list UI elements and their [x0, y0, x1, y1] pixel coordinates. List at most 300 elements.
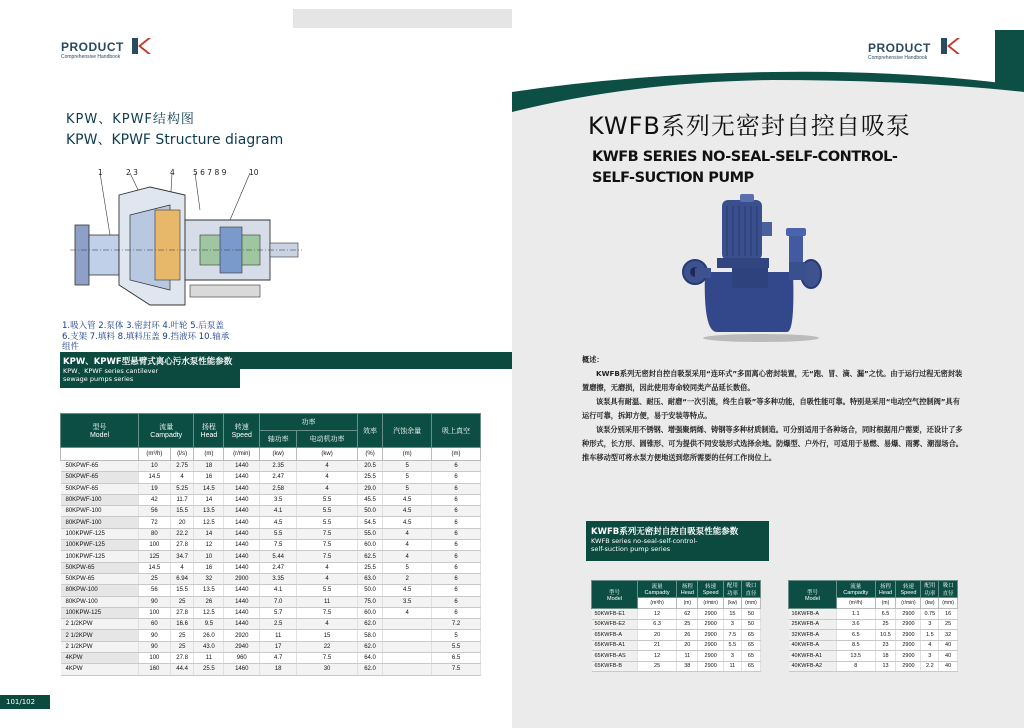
value-cell: 5.5 — [297, 517, 358, 528]
kpw-section-band — [60, 352, 240, 388]
value-cell: 50 — [741, 609, 760, 620]
model-cell: 65KWFB-A — [592, 630, 638, 641]
value-cell: 11 — [677, 651, 698, 662]
value-cell: 4 — [170, 472, 194, 483]
value-cell: 4 — [297, 461, 358, 472]
model-cell: 80KPW-100 — [61, 596, 139, 607]
overview-paragraph-1: KWFB系列无密封自控自吸泵采用“连环式”多面离心密封装置，无“跑、冒、滴、漏”之忧。由于运行过程无密封装置磨擦，无磨损，因此使用寿命较同类产品延长数倍。 — [582, 369, 963, 392]
value-cell: 14 — [194, 528, 224, 539]
value-cell: 3.6 — [837, 619, 876, 630]
value-cell: 7.5 — [297, 607, 358, 618]
table-row — [61, 528, 481, 539]
kwfb-band-title-en1: KWFB series no-seal-self-control- — [591, 537, 698, 545]
value-cell: 25.5 — [194, 664, 224, 675]
value-cell: 7.5 — [260, 540, 297, 551]
value-cell: 22 — [297, 641, 358, 652]
value-cell: 5 — [432, 630, 481, 641]
table-row — [61, 506, 481, 517]
value-cell: 4 — [297, 562, 358, 573]
value-cell: 32 — [194, 573, 224, 584]
units-row — [61, 448, 481, 461]
right-page — [512, 0, 1024, 728]
value-cell: 26.0 — [194, 630, 224, 641]
a-unit-head: (m) — [677, 598, 698, 609]
value-cell: 5.5 — [432, 641, 481, 652]
value-cell: 1.1 — [837, 609, 876, 620]
value-cell: 27.8 — [170, 540, 194, 551]
value-cell: 13.5 — [194, 585, 224, 596]
table-row — [61, 483, 481, 494]
model-cell: 50KPW-65 — [61, 573, 139, 584]
value-cell: 6.94 — [170, 573, 194, 584]
a-col-power-1: 配用 — [726, 583, 738, 589]
value-cell: 50.0 — [357, 585, 382, 596]
value-cell: 19 — [139, 483, 171, 494]
model-cell: 80KPWF-100 — [61, 494, 139, 505]
value-cell: 2900 — [896, 651, 921, 662]
model-cell: 50KPW-65 — [61, 562, 139, 573]
value-cell: 75.0 — [357, 596, 382, 607]
value-cell: 100 — [139, 653, 171, 664]
value-cell: 43.0 — [194, 641, 224, 652]
value-cell: 2.58 — [260, 483, 297, 494]
value-cell: 4 — [383, 551, 432, 562]
value-cell: 2900 — [698, 661, 723, 672]
value-cell: 7.5 — [297, 653, 358, 664]
col-model-cn: 型号 — [92, 424, 107, 431]
table-row — [61, 619, 481, 630]
structure-title-cn: KPW、KPWF结构图 — [66, 112, 195, 127]
value-cell: 54.5 — [357, 517, 382, 528]
value-cell: 27.8 — [170, 653, 194, 664]
value-cell: 4 — [297, 472, 358, 483]
b-col-speed-cn: 转速 — [902, 584, 914, 590]
value-cell: 7.5 — [297, 528, 358, 539]
a-col-head-en: Head — [680, 590, 694, 596]
legend-line-2: 6.支架 7.填料 8.填料压盖 9.挡液环 10.轴承 — [62, 331, 230, 342]
b-unit-diameter: (mm) — [939, 598, 958, 609]
model-cell: 40KWFB-A — [789, 640, 837, 651]
value-cell: 10 — [194, 551, 224, 562]
value-cell: 1.5 — [921, 630, 939, 641]
value-cell: 6.5 — [837, 630, 876, 641]
kwfb-title-cn: KWFB系列无密封自控自吸泵 — [588, 112, 911, 140]
a-col-flow — [638, 581, 677, 598]
value-cell: 6 — [432, 585, 481, 596]
value-cell: 62 — [677, 609, 698, 620]
value-cell: 1440 — [224, 585, 260, 596]
unit-eff: (%) — [357, 448, 382, 461]
col-motor-power: 电动机功率 — [297, 431, 358, 448]
value-cell: 3.5 — [260, 494, 297, 505]
value-cell: 6 — [432, 562, 481, 573]
value-cell: 16 — [194, 562, 224, 573]
a-col-power-2: 功率 — [726, 591, 738, 597]
table-row — [789, 619, 958, 630]
table-row — [789, 651, 958, 662]
value-cell: 13.5 — [194, 506, 224, 517]
b-col-head — [875, 581, 896, 598]
value-cell: 160 — [139, 664, 171, 675]
value-cell: 6 — [432, 528, 481, 539]
value-cell: 4.1 — [260, 585, 297, 596]
kpw-band-title-en1: KPW、KPWF series cantilever — [63, 367, 159, 375]
model-cell: 32KWFB-A — [789, 630, 837, 641]
value-cell: 4.5 — [383, 506, 432, 517]
value-cell: 2900 — [698, 640, 723, 651]
value-cell: 1440 — [224, 551, 260, 562]
a-col-flow-en: Campadty — [644, 590, 670, 596]
unit-head: (m) — [194, 448, 224, 461]
value-cell: 8.5 — [837, 640, 876, 651]
col-npsh: 汽蚀余量 — [383, 414, 432, 448]
b-col-dia-1: 吸口 — [942, 583, 954, 589]
brand-logo-right — [868, 41, 931, 61]
units-blank — [61, 448, 139, 461]
value-cell: 11.7 — [170, 494, 194, 505]
value-cell: 3 — [723, 619, 741, 630]
col-speed-cn: 转速 — [234, 424, 249, 431]
value-cell: 25 — [170, 641, 194, 652]
a-unit-flow: (m³/h) — [638, 598, 677, 609]
value-cell: 2900 — [698, 651, 723, 662]
kwfb-band-title-cn: KWFB系列无密封自控自吸泵性能参数 — [591, 527, 739, 537]
value-cell: 4 — [170, 562, 194, 573]
callout-5-9: 5 6 7 8 9 — [193, 168, 227, 177]
koden-logo-icon — [130, 36, 152, 56]
value-cell: 4 — [383, 540, 432, 551]
b-col-power — [921, 581, 939, 598]
value-cell: 100 — [139, 540, 171, 551]
value-cell: 2900 — [224, 573, 260, 584]
value-cell: 14.5 — [194, 483, 224, 494]
table-row — [592, 630, 761, 641]
b-col-head-en: Head — [878, 590, 893, 596]
table-row — [61, 517, 481, 528]
a-col-model — [592, 581, 638, 609]
a-col-speed-en: Speed — [702, 590, 719, 596]
value-cell: 62.5 — [357, 551, 382, 562]
value-cell: 25 — [638, 661, 677, 672]
b-col-power-2: 功率 — [924, 591, 936, 597]
table-row — [61, 630, 481, 641]
value-cell: 14.5 — [139, 472, 171, 483]
value-cell: 40 — [939, 651, 958, 662]
value-cell: 2900 — [896, 619, 921, 630]
value-cell: 1440 — [224, 619, 260, 630]
model-cell: 50KWFB-E1 — [592, 609, 638, 620]
value-cell: 11 — [194, 653, 224, 664]
value-cell: 18 — [260, 664, 297, 675]
table-row — [789, 630, 958, 641]
value-cell: 60 — [139, 619, 171, 630]
value-cell: 14 — [194, 494, 224, 505]
table-row — [61, 664, 481, 675]
table-row — [61, 585, 481, 596]
a-col-model-cn: 型号 — [608, 589, 620, 596]
b-col-model-en: Model — [805, 595, 820, 602]
value-cell: 50 — [741, 619, 760, 630]
table-row — [592, 661, 761, 672]
value-cell: 23 — [875, 640, 896, 651]
a-col-speed-cn: 转速 — [705, 584, 717, 590]
value-cell: 100 — [139, 607, 171, 618]
value-cell: 12 — [638, 609, 677, 620]
value-cell: 1440 — [224, 517, 260, 528]
kwfb-table-b-body — [789, 609, 958, 672]
value-cell: 4 — [383, 607, 432, 618]
value-cell: 25 — [139, 573, 171, 584]
value-cell: 2900 — [896, 661, 921, 672]
kwfb-table-a-body — [592, 609, 761, 672]
value-cell: 32 — [939, 630, 958, 641]
value-cell: 18 — [194, 461, 224, 472]
value-cell: 1440 — [224, 494, 260, 505]
value-cell: 25 — [170, 630, 194, 641]
col-head-en: Head — [200, 432, 218, 439]
value-cell: 5 — [383, 461, 432, 472]
value-cell: 65 — [741, 651, 760, 662]
kpw-band-extension — [240, 352, 512, 369]
value-cell: 65 — [741, 661, 760, 672]
value-cell: 4 — [921, 640, 939, 651]
kpw-band-title-cn: KPW、KPWF型悬臂式离心污水泵性能参数 — [63, 357, 233, 367]
b-col-flow-cn: 流量 — [850, 584, 862, 590]
col-flow-cn: 流量 — [159, 424, 174, 431]
value-cell: 1440 — [224, 506, 260, 517]
value-cell: 2900 — [698, 630, 723, 641]
b-unit-head: (m) — [875, 598, 896, 609]
overview-label: 概述： — [582, 355, 604, 364]
value-cell: 5.5 — [297, 494, 358, 505]
table-row — [61, 641, 481, 652]
value-cell: 2.2 — [921, 661, 939, 672]
value-cell: 2900 — [896, 609, 921, 620]
overview-paragraph-2: 该泵具有耐温、耐压、耐磨“一次引流，终生自吸”等多种功能，自吸性能可靠。特别是采用“电动空气控制阀”具有运行可靠，拆卸方便，易于安装等特点。 — [582, 397, 960, 420]
value-cell: 56 — [139, 506, 171, 517]
value-cell: 1440 — [224, 540, 260, 551]
value-cell: 8 — [837, 661, 876, 672]
b-col-model-cn: 型号 — [806, 589, 818, 596]
a-unit-power: (kw) — [723, 598, 741, 609]
value-cell: 3.5 — [383, 596, 432, 607]
value-cell: 25 — [875, 619, 896, 630]
callout-10: 10 — [249, 168, 259, 177]
value-cell: 5 — [383, 562, 432, 573]
col-flow-en: Campadty — [150, 432, 183, 439]
table-row — [61, 653, 481, 664]
value-cell: 7.5 — [432, 664, 481, 675]
value-cell: 20.5 — [357, 461, 382, 472]
value-cell: 4.5 — [260, 517, 297, 528]
a-col-head — [677, 581, 698, 598]
unit-npsh: (m) — [383, 448, 432, 461]
value-cell: 4 — [297, 573, 358, 584]
kwfb-section-band — [586, 521, 769, 561]
unit-speed: (r/min) — [224, 448, 260, 461]
value-cell: 6.3 — [638, 619, 677, 630]
value-cell: 27.8 — [170, 607, 194, 618]
a-col-speed — [698, 581, 723, 598]
value-cell: 64.0 — [357, 653, 382, 664]
value-cell: 7.5 — [297, 540, 358, 551]
overview-text — [582, 353, 967, 465]
model-cell: 100KPW-125 — [61, 607, 139, 618]
kpw-performance-table — [60, 413, 481, 676]
value-cell: 38 — [677, 661, 698, 672]
value-cell: 2920 — [224, 630, 260, 641]
model-cell: 65KWFB-AS — [592, 651, 638, 662]
model-cell: 40KWFB-A2 — [789, 661, 837, 672]
value-cell: 6 — [432, 596, 481, 607]
value-cell: 6 — [432, 573, 481, 584]
value-cell: 6 — [432, 517, 481, 528]
model-cell: 80KPWF-100 — [61, 506, 139, 517]
model-cell: 65KWFB-A1 — [592, 640, 638, 651]
value-cell: 3 — [723, 651, 741, 662]
value-cell: 7.0 — [260, 596, 297, 607]
value-cell: 13.5 — [837, 651, 876, 662]
table-row — [61, 562, 481, 573]
value-cell: 21 — [638, 640, 677, 651]
value-cell: 1440 — [224, 562, 260, 573]
value-cell: 15.5 — [170, 506, 194, 517]
value-cell: 5.5 — [297, 585, 358, 596]
value-cell — [383, 619, 432, 630]
table-row — [61, 573, 481, 584]
value-cell: 15 — [297, 630, 358, 641]
kwfb-table-b — [788, 580, 958, 672]
value-cell: 1440 — [224, 596, 260, 607]
kwfb-title-en-line2: SELF-SUCTION PUMP — [592, 170, 754, 186]
col-model-en: Model — [89, 432, 110, 439]
value-cell: 22.2 — [170, 528, 194, 539]
value-cell: 5.5 — [260, 528, 297, 539]
value-cell: 1440 — [224, 607, 260, 618]
brand-product-text-right: PRODUCT — [868, 41, 931, 55]
col-power: 功率 — [260, 414, 358, 431]
value-cell: 25 — [939, 619, 958, 630]
value-cell: 62.0 — [357, 641, 382, 652]
value-cell: 55.0 — [357, 528, 382, 539]
col-model — [61, 414, 139, 448]
col-speed — [224, 414, 260, 448]
value-cell: 16 — [194, 472, 224, 483]
callout-4: 4 — [170, 168, 175, 177]
value-cell: 50.0 — [357, 506, 382, 517]
value-cell: 80 — [139, 528, 171, 539]
value-cell: 12 — [638, 651, 677, 662]
value-cell: 13 — [875, 661, 896, 672]
value-cell: 20 — [170, 517, 194, 528]
callout-1: 1 — [98, 168, 103, 177]
koden-logo-icon-right — [939, 36, 961, 56]
value-cell: 2940 — [224, 641, 260, 652]
value-cell: 6 — [432, 472, 481, 483]
value-cell: 4 — [297, 619, 358, 630]
a-col-diameter — [741, 581, 760, 598]
value-cell: 90 — [139, 596, 171, 607]
value-cell: 62.0 — [357, 619, 382, 630]
b-col-dia-2: 直径 — [942, 591, 954, 597]
value-cell: 90 — [139, 641, 171, 652]
legend-line-3: 组件 — [62, 342, 80, 352]
value-cell: 125 — [139, 551, 171, 562]
value-cell — [383, 664, 432, 675]
model-cell: 25KWFB-A — [789, 619, 837, 630]
model-cell: 50KPWF-65 — [61, 472, 139, 483]
value-cell: 5 — [383, 483, 432, 494]
model-cell: 80KPWF-100 — [61, 517, 139, 528]
unit-flow-ls: (l/s) — [170, 448, 194, 461]
value-cell: 56 — [139, 585, 171, 596]
value-cell: 12.5 — [194, 517, 224, 528]
value-cell: 10.5 — [875, 630, 896, 641]
value-cell: 2.35 — [260, 461, 297, 472]
value-cell — [383, 641, 432, 652]
overview-paragraph-3: 该泵分别采用不锈钢、增强聚炳烯、铸钢等多种材质制造。可分别适用于各种场合，同时根据用户需要，还设计了多种形式，长方形、圆锥形、可为提供不同安装形式选择余地。防爆型、户外行，可适用于易燃、易爆、雨雾、潮湿场合。推车移动型可将水泵方便地送到您所需要的任何工作岗位上。 — [582, 425, 963, 462]
value-cell: 25 — [677, 619, 698, 630]
kwfb-title-en-line1: KWFB SERIES NO-SEAL-SELF-CONTROL- — [592, 149, 898, 165]
table-row — [592, 651, 761, 662]
table-row — [61, 607, 481, 618]
table-row — [592, 609, 761, 620]
value-cell: 60.0 — [357, 540, 382, 551]
value-cell: 4 — [297, 483, 358, 494]
b-col-speed-en: Speed — [900, 590, 917, 596]
brand-product-text: PRODUCT — [61, 40, 124, 54]
b-col-head-cn: 扬程 — [880, 584, 892, 590]
table-row — [61, 472, 481, 483]
value-cell: 6 — [432, 540, 481, 551]
brand-logo — [61, 40, 124, 60]
value-cell: 5 — [383, 472, 432, 483]
b-unit-speed: (r/min) — [896, 598, 921, 609]
value-cell: 30 — [297, 664, 358, 675]
structure-title-en: KPW、KPWF Structure diagram — [66, 132, 284, 148]
value-cell: 65 — [741, 640, 760, 651]
value-cell: 6 — [432, 461, 481, 472]
b-unit-flow: (m³/h) — [837, 598, 876, 609]
value-cell: 34.7 — [170, 551, 194, 562]
table-row — [61, 494, 481, 505]
model-cell: 80KPW-100 — [61, 585, 139, 596]
a-col-model-en: Model — [607, 595, 622, 602]
value-cell: 40 — [939, 640, 958, 651]
value-cell: 2900 — [698, 609, 723, 620]
value-cell: 2900 — [698, 619, 723, 630]
value-cell: 14.5 — [139, 562, 171, 573]
value-cell: 6 — [432, 506, 481, 517]
header-bar — [293, 9, 512, 28]
value-cell: 90 — [139, 630, 171, 641]
diagram-legend — [62, 321, 229, 353]
value-cell: 40 — [939, 661, 958, 672]
value-cell: 58.0 — [357, 630, 382, 641]
model-cell: 16KWFB-A — [789, 609, 837, 620]
value-cell: 6 — [432, 551, 481, 562]
value-cell: 65 — [741, 630, 760, 641]
value-cell: 26 — [194, 596, 224, 607]
table-row — [61, 596, 481, 607]
value-cell: 2 — [383, 573, 432, 584]
value-cell — [383, 653, 432, 664]
kwfb-band-title-en2: self-suction pump series — [591, 545, 671, 553]
value-cell: 11 — [297, 596, 358, 607]
col-suction: 吸上真空 — [432, 414, 481, 448]
value-cell: 60.0 — [357, 607, 382, 618]
value-cell: 7.5 — [723, 630, 741, 641]
